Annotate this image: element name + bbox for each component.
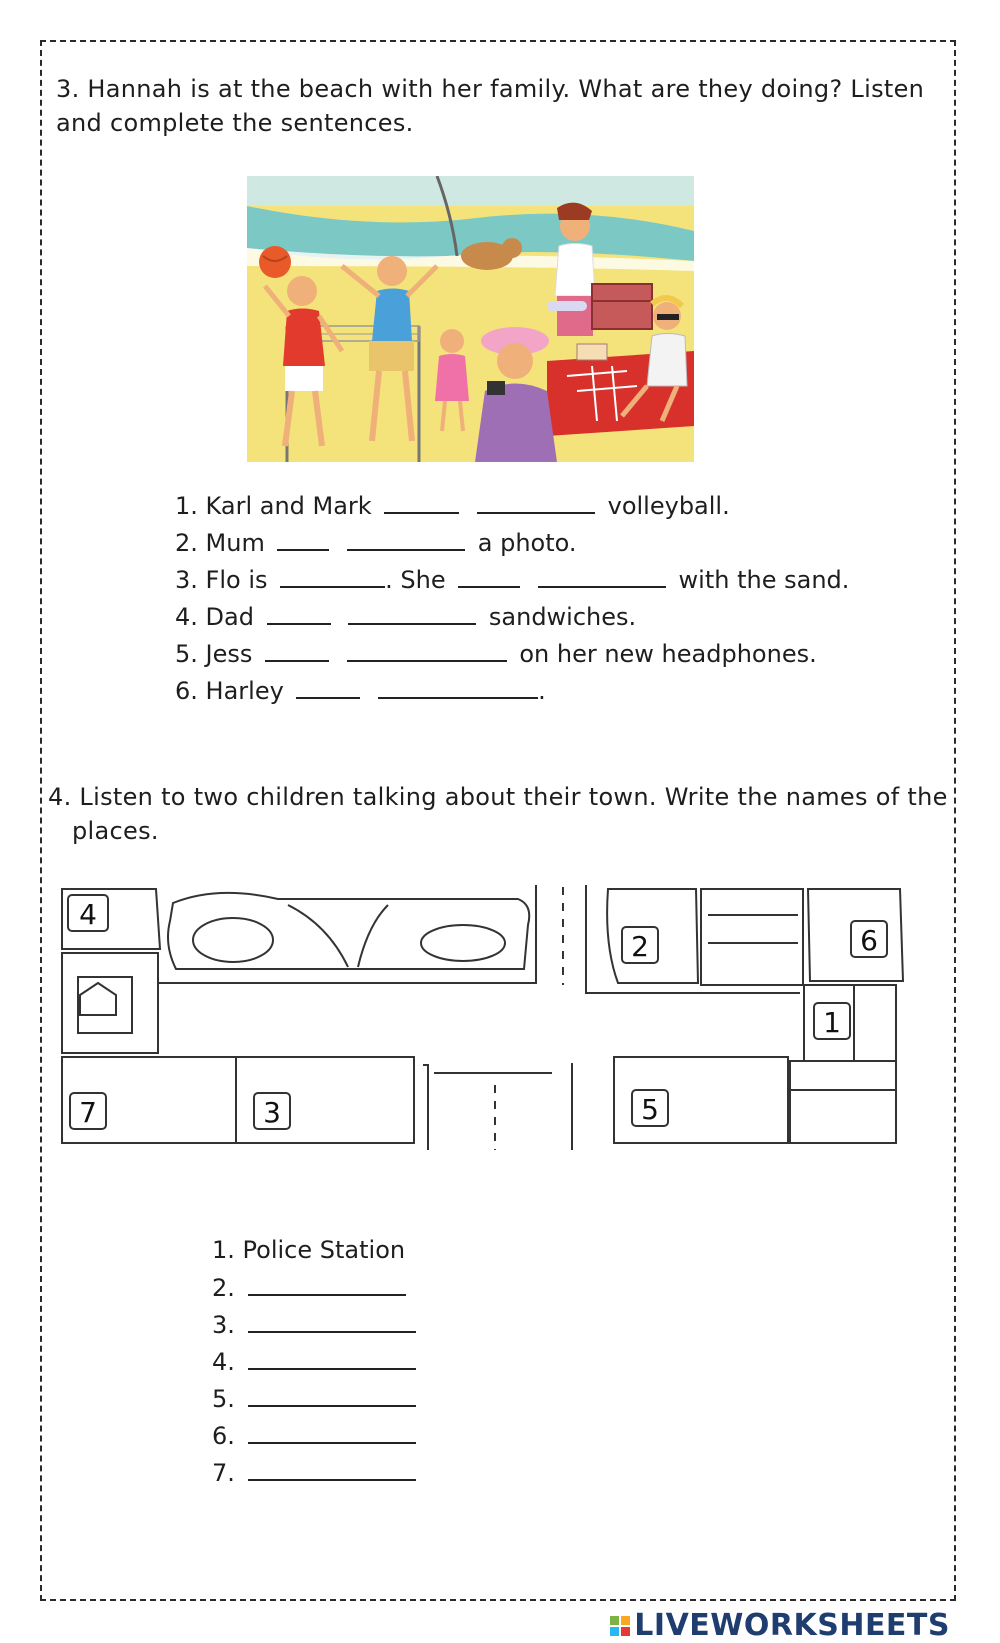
liveworksheets-logo-icon (610, 1616, 630, 1636)
answer-blank[interactable] (347, 527, 465, 551)
answer-blank[interactable] (248, 1309, 416, 1333)
map-label-5: 5 (641, 1093, 659, 1126)
town-map (58, 885, 948, 1155)
map-label-6: 6 (860, 924, 878, 957)
answer-blank[interactable] (248, 1383, 416, 1407)
map-label-4: 4 (79, 898, 97, 931)
beach-illustration (247, 176, 694, 462)
answer-blank[interactable] (348, 601, 476, 625)
map-label-3: 3 (263, 1096, 281, 1129)
answer-blank[interactable] (267, 601, 331, 625)
answer-blank[interactable] (248, 1457, 416, 1481)
q3-instruction-line1: 3. Hannah is at the beach with her family. What are they doing? Listen (56, 75, 925, 103)
q3-sentence-6: 6. Harley . (175, 677, 546, 705)
brand-name: LIVEWORKSHEETS (634, 1608, 950, 1643)
answer-blank[interactable] (296, 675, 360, 699)
answer-blank[interactable] (248, 1272, 406, 1296)
q3-sentence-4: 4. Dad sandwiches. (175, 603, 637, 631)
q4-answer-4: 4. (212, 1346, 421, 1377)
q3-instruction (56, 72, 936, 140)
q3-sentence-1: 1. Karl and Mark volleyball. (175, 492, 730, 520)
q4-answer-1: 1. Police Station (212, 1236, 406, 1264)
answer-blank[interactable] (248, 1346, 416, 1370)
q4-answer-7: 7. (212, 1457, 421, 1488)
map-label-2: 2 (631, 930, 649, 963)
answer-blank[interactable] (280, 564, 385, 588)
answer-blank[interactable] (347, 638, 507, 662)
liveworksheets-logo (610, 1608, 950, 1643)
answer-blank[interactable] (248, 1420, 416, 1444)
q4-instruction-line2: places. (72, 817, 159, 845)
q4-answer-3: 3. (212, 1309, 421, 1340)
q3-sentence-2: 2. Mum a photo. (175, 529, 577, 557)
answer-blank[interactable] (265, 638, 329, 662)
q4-instruction (48, 780, 948, 848)
answer-blank[interactable] (477, 490, 595, 514)
map-label-7: 7 (79, 1096, 97, 1129)
answer-blank[interactable] (384, 490, 459, 514)
q4-answer-5: 5. (212, 1383, 421, 1414)
answer-blank[interactable] (277, 527, 329, 551)
q4-answer-2: 2. (212, 1272, 411, 1303)
answer-blank[interactable] (538, 564, 666, 588)
q4-instruction-line1: 4. Listen to two children talking about their town. Write the names of the (48, 783, 948, 811)
answer-blank[interactable] (378, 675, 538, 699)
q3-sentence-5: 5. Jess on her new headphones. (175, 640, 817, 668)
q4-answer-6: 6. (212, 1420, 421, 1451)
q3-instruction-line2: and complete the sentences. (56, 109, 414, 137)
map-label-1: 1 (823, 1006, 841, 1039)
answer-blank[interactable] (458, 564, 520, 588)
q3-sentence-3: 3. Flo is . She with the sand. (175, 566, 850, 594)
